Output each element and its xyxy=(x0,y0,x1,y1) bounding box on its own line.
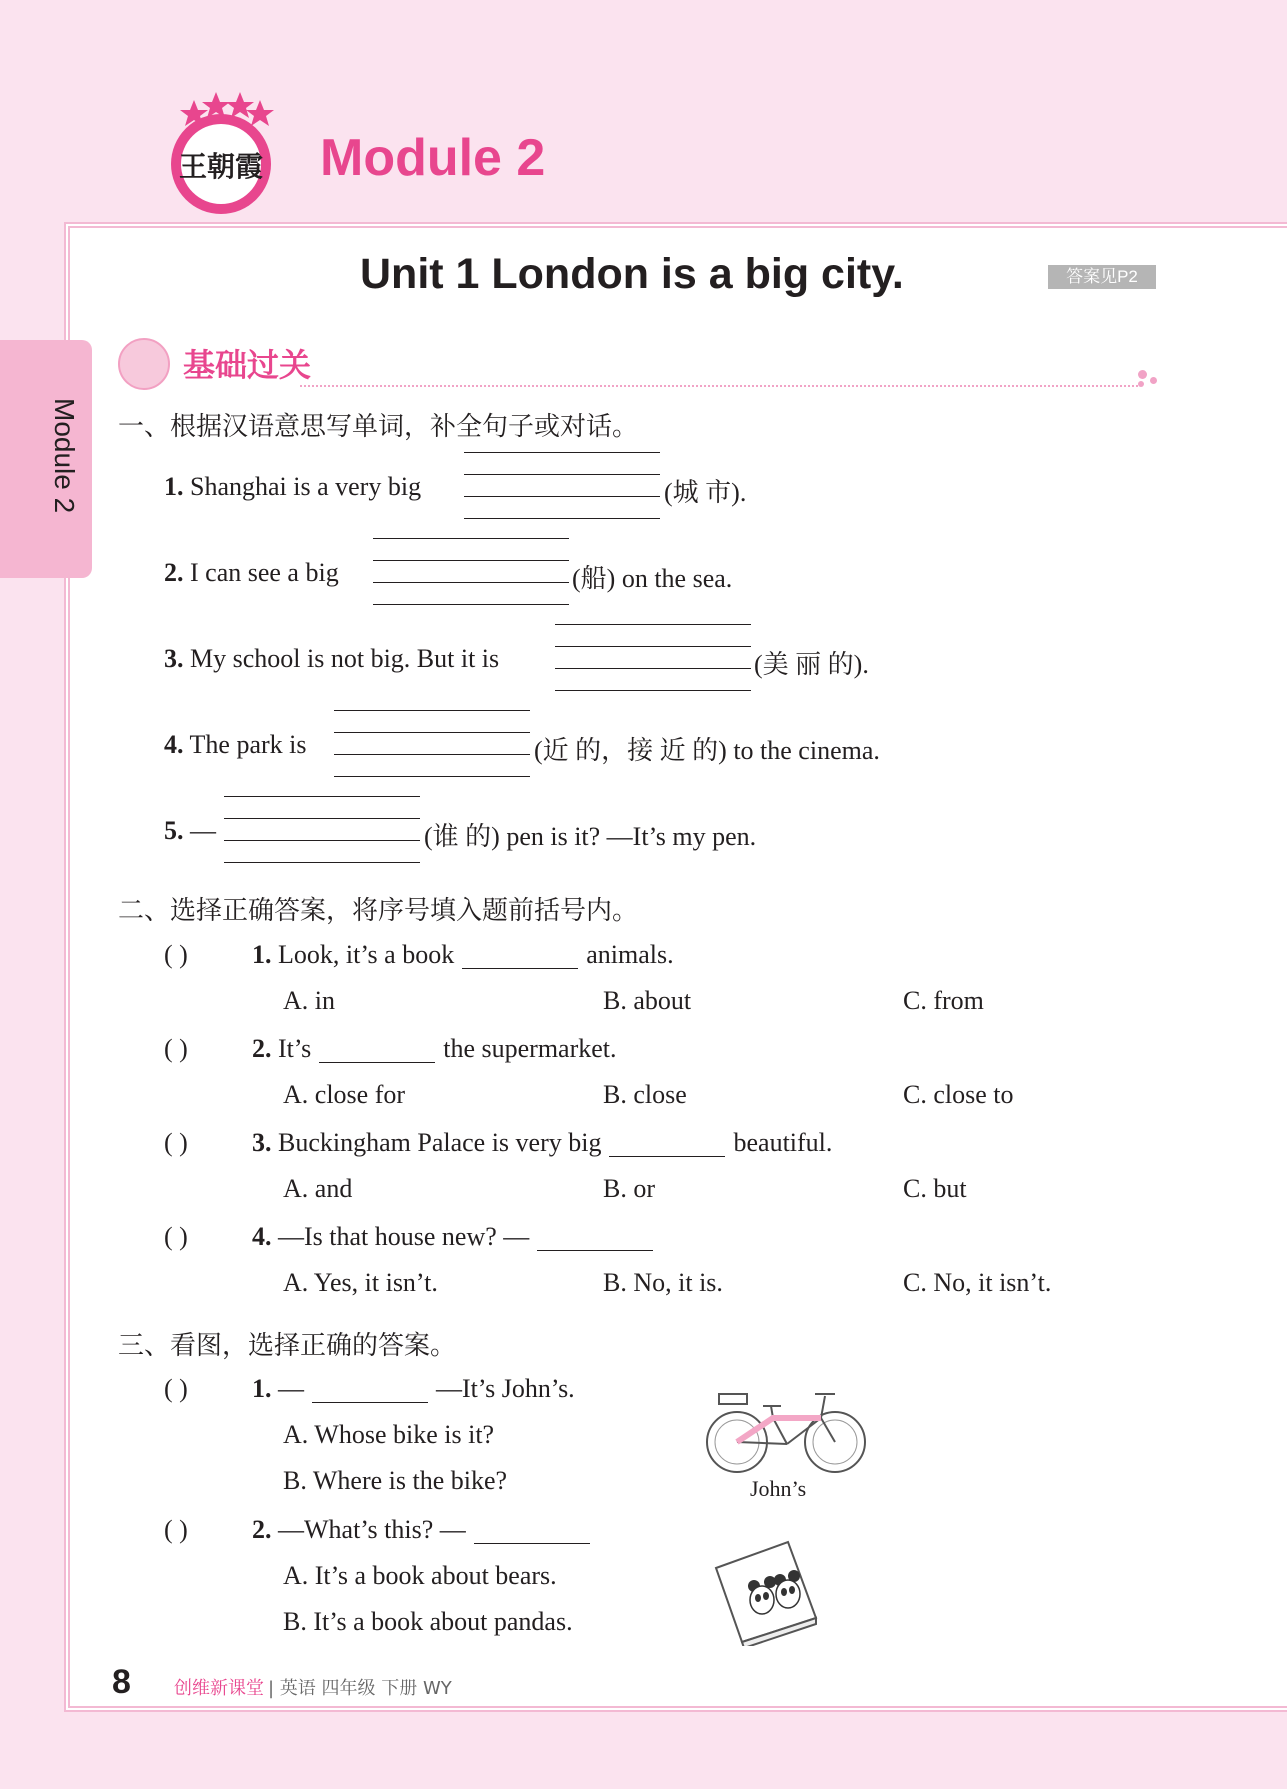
item-number: 3. xyxy=(252,1128,272,1157)
item-number: 1. xyxy=(252,940,272,969)
question-text-after: animals. xyxy=(586,940,674,969)
answer-parentheses[interactable]: ( ) xyxy=(164,1222,188,1251)
item-number: 3. xyxy=(164,644,184,673)
content-panel xyxy=(64,222,1287,1712)
part2-question-4 xyxy=(252,1222,661,1252)
item-text-before: My school is not big. But it is xyxy=(190,644,500,673)
logo-text: 王朝霞 xyxy=(178,150,264,183)
part3-title: 三、看图，选择正确的答案。 xyxy=(118,1331,457,1361)
part1-item-1 xyxy=(164,472,421,502)
answer-blank[interactable] xyxy=(312,1378,428,1403)
answer-parentheses[interactable]: ( ) xyxy=(164,1128,188,1157)
question-text-before: — xyxy=(278,1374,304,1403)
part3-question-1 xyxy=(252,1374,575,1404)
option-b: B. close xyxy=(603,1080,687,1109)
item-number: 4. xyxy=(252,1222,272,1251)
answer-blank[interactable] xyxy=(319,1038,435,1063)
item-number: 1. xyxy=(164,472,184,501)
part1-item-4 xyxy=(164,730,307,760)
item-text-after: (谁 的) pen is it? —It’s my pen. xyxy=(424,822,757,851)
footer-brand: 创维新课堂 xyxy=(174,1678,264,1699)
option-a: A. Whose bike is it? xyxy=(283,1420,495,1449)
item-text-before: The park is xyxy=(189,730,307,759)
item-number: 5. xyxy=(164,816,184,845)
option-c: C. close to xyxy=(903,1080,1014,1109)
option-b: B. It’s a book about pandas. xyxy=(283,1607,573,1636)
part1-item-2 xyxy=(164,558,339,588)
item-text-after: (近 的，接 近 的) to the cinema. xyxy=(534,736,880,765)
answer-parentheses[interactable]: ( ) xyxy=(164,1515,188,1544)
part2-question-3 xyxy=(252,1128,832,1158)
option-b: B. No, it is. xyxy=(603,1268,723,1297)
unit-title: Unit 1 London is a big city. xyxy=(360,250,904,298)
divider-dot xyxy=(1138,370,1147,379)
part1-title: 一、根据汉语意思写单词，补全句子或对话。 xyxy=(118,412,639,442)
option-a: A. and xyxy=(283,1174,353,1203)
option-a: A. Yes, it isn’t. xyxy=(283,1268,438,1297)
question-text-after: beautiful. xyxy=(733,1128,833,1157)
answer-blank[interactable] xyxy=(474,1519,590,1544)
part1-item-3 xyxy=(164,644,499,674)
option-a: A. in xyxy=(283,986,335,1015)
item-number: 2. xyxy=(252,1515,272,1544)
answer-blank[interactable] xyxy=(462,944,578,969)
item-text-before: Shanghai is a very big xyxy=(190,472,422,501)
answer-blank[interactable] xyxy=(537,1226,653,1251)
item-number: 2. xyxy=(164,558,184,587)
footer-meta: | 英语 四年级 下册 WY xyxy=(268,1678,452,1699)
side-tab-label: Module 2 xyxy=(49,398,80,514)
question-text-before: —What’s this? — xyxy=(278,1515,466,1544)
publisher-logo xyxy=(160,88,282,218)
answer-badge: 答案见P2 xyxy=(1048,265,1156,289)
item-number: 1. xyxy=(252,1374,272,1403)
answer-blank[interactable] xyxy=(609,1132,725,1157)
option-a: A. close for xyxy=(283,1080,406,1109)
option-c: C. No, it isn’t. xyxy=(903,1268,1052,1297)
section-heading: 基础过关 xyxy=(183,346,312,384)
item-text-before: I can see a big xyxy=(190,558,339,587)
item-text-after: (城 市). xyxy=(664,478,747,507)
picture-caption: John’s xyxy=(750,1476,807,1501)
answer-parentheses[interactable]: ( ) xyxy=(164,940,188,969)
part1-item-5 xyxy=(164,816,216,846)
panda-book-icon xyxy=(708,1538,824,1646)
item-text-after: (美 丽 的). xyxy=(754,650,869,679)
question-text-before: Buckingham Palace is very big xyxy=(278,1128,602,1157)
section-divider xyxy=(300,385,1138,387)
item-number: 4. xyxy=(164,730,184,759)
item-text-after: (船) on the sea. xyxy=(572,564,733,593)
option-c: C. from xyxy=(903,986,984,1015)
question-text-after: —It’s John’s. xyxy=(436,1374,575,1403)
question-text-before: It’s xyxy=(278,1034,312,1063)
option-a: A. It’s a book about bears. xyxy=(283,1561,557,1590)
question-text-before: Look, it’s a book xyxy=(278,940,455,969)
part3-question-2 xyxy=(252,1515,598,1545)
option-b: B. Where is the bike? xyxy=(283,1466,508,1495)
option-b: B. or xyxy=(603,1174,655,1203)
girl-reading-icon xyxy=(118,338,170,390)
option-b: B. about xyxy=(603,986,692,1015)
answer-parentheses[interactable]: ( ) xyxy=(164,1034,188,1063)
part2-question-1 xyxy=(252,940,674,970)
divider-dot xyxy=(1150,377,1157,384)
bicycle-icon xyxy=(703,1382,869,1476)
question-text-after: the supermarket. xyxy=(443,1034,617,1063)
part2-title: 二、选择正确答案，将序号填入题前括号内。 xyxy=(118,896,639,926)
item-text-before: — xyxy=(190,816,216,845)
divider-dot xyxy=(1138,381,1144,387)
question-text-before: —Is that house new? — xyxy=(278,1222,530,1251)
answer-parentheses[interactable]: ( ) xyxy=(164,1374,188,1403)
module-title: Module 2 xyxy=(320,129,546,187)
page-number: 8 xyxy=(112,1663,131,1701)
item-number: 2. xyxy=(252,1034,272,1063)
option-c: C. but xyxy=(903,1174,967,1203)
part2-question-2 xyxy=(252,1034,617,1064)
